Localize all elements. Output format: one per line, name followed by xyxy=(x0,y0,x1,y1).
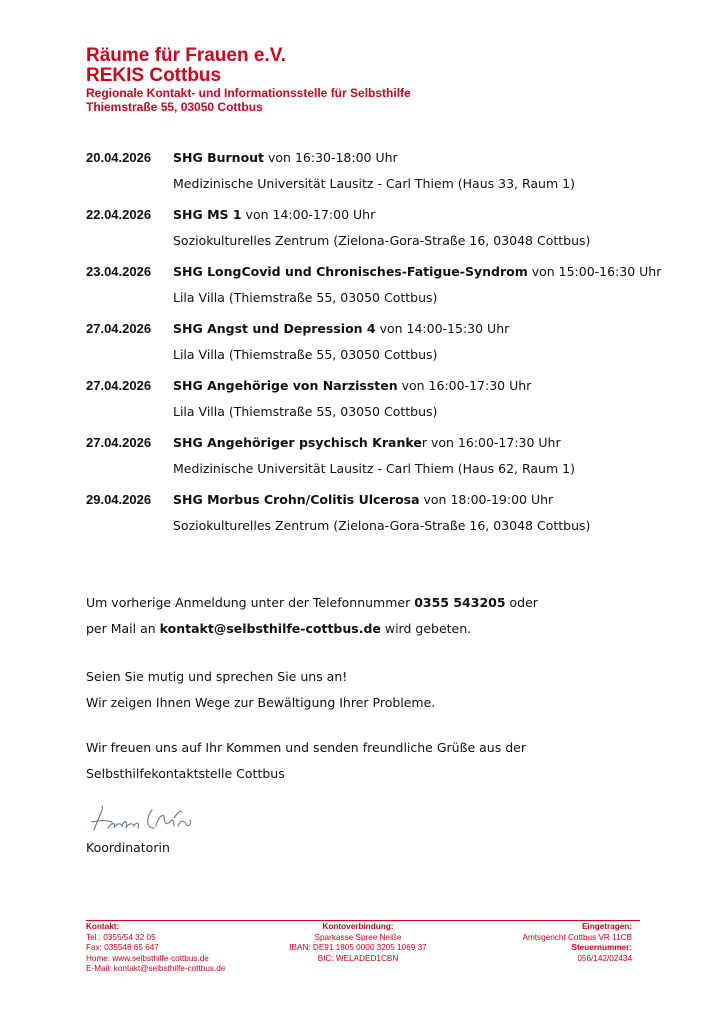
letterhead xyxy=(86,46,411,114)
footer-bank xyxy=(270,922,446,964)
event-time: von 16:30-18:00 Uhr xyxy=(264,150,398,165)
event-date: 29.04.2026 xyxy=(86,492,152,507)
signatory-role: Koordinatorin xyxy=(86,840,170,855)
event-name: SHG Morbus Crohn/Colitis Ulcerosa xyxy=(173,492,420,507)
footer-heading: Kontakt: xyxy=(86,922,120,931)
event-item xyxy=(86,148,646,205)
event-date: 22.04.2026 xyxy=(86,207,152,222)
event-location: Medizinische Universität Lausitz - Carl Thiem (Haus 33, Raum 1) xyxy=(173,176,575,191)
event-time: von 14:00-17:00 Uhr xyxy=(241,207,376,222)
footer-iban: IBAN: DE91 1805 0000 3205 1069 37 xyxy=(289,943,427,952)
footer-bic: BIC: WELADED1CBN xyxy=(317,953,399,963)
registration-text: Um vorherige Anmeldung unter der Telefonnummer xyxy=(86,595,415,610)
footer-phone: Tel.: 0355/54 32 05 xyxy=(86,932,156,942)
org-address: Thiemstraße 55, 03050 Cottbus xyxy=(86,100,263,114)
footer-tax-heading: Steuernummer: xyxy=(571,943,632,952)
event-list xyxy=(86,148,662,547)
phone-number: 0355 543205 xyxy=(414,595,506,610)
footer-contact xyxy=(86,922,225,975)
event-location: Lila Villa (Thiemstraße 55, 03050 Cottbus) xyxy=(173,404,438,419)
event-location: Soziokulturelles Zentrum (Zielona-Gora-Straße 16, 03048 Cottbus) xyxy=(173,518,591,533)
event-item xyxy=(86,490,646,547)
footer-homepage: Home: www.selbsthilfe-cottbus.de xyxy=(86,953,209,963)
event-date: 27.04.2026 xyxy=(86,378,152,393)
closing-line: Selbsthilfekontaktstelle Cottbus xyxy=(86,766,285,781)
closing-paragraph xyxy=(86,735,526,787)
event-time: von 14:00-15:30 Uhr xyxy=(375,321,510,336)
event-time: von 18:00-19:00 Uhr xyxy=(419,492,554,507)
event-name: SHG LongCovid und Chronisches-Fatigue-Syndrom xyxy=(173,264,528,279)
registration-text: wird gebeten. xyxy=(380,621,472,636)
footer-registry xyxy=(460,922,632,964)
event-time: von 16:00-17:30 Uhr xyxy=(397,378,532,393)
footer-email: E-Mail: kontakt@selbsthilfe-cottbus.de xyxy=(86,964,226,973)
org-subtitle: Regionale Kontakt- und Informationsstelle für Selbsthilfe xyxy=(86,86,411,100)
registration-text: oder xyxy=(505,595,538,610)
event-name: SHG Angehöriger psychisch Kranke xyxy=(173,435,422,450)
footer-court: Amtsgericht Cottbus VR 11CB xyxy=(522,932,632,942)
event-location: Lila Villa (Thiemstraße 55, 03050 Cottbus) xyxy=(173,347,438,362)
event-date: 27.04.2026 xyxy=(86,435,152,450)
event-location: Medizinische Universität Lausitz - Carl Thiem (Haus 62, Raum 1) xyxy=(173,461,575,476)
event-name: SHG MS 1 xyxy=(173,207,242,222)
footer-heading: Kontoverbindung: xyxy=(322,922,394,931)
closing-line: Wir freuen uns auf Ihr Kommen und senden freundliche Grüße aus der xyxy=(86,740,526,755)
event-item xyxy=(86,319,646,376)
event-item xyxy=(86,205,646,262)
event-item xyxy=(86,433,646,490)
event-location: Lila Villa (Thiemstraße 55, 03050 Cottbus) xyxy=(173,290,438,305)
footer-heading: Eingetragen: xyxy=(581,922,632,931)
event-location: Soziokulturelles Zentrum (Zielona-Gora-Straße 16, 03048 Cottbus) xyxy=(173,233,591,248)
encouragement-line: Seien Sie mutig und sprechen Sie uns an! xyxy=(86,669,348,684)
registration-text: per Mail an xyxy=(86,621,160,636)
footer-tax-number: 056/142/02434 xyxy=(577,953,632,963)
footer-fax: Fax: 035548 65 647 xyxy=(86,943,159,952)
event-time: r von 16:00-17:30 Uhr xyxy=(421,435,561,450)
handwritten-signature xyxy=(90,800,200,840)
event-date: 20.04.2026 xyxy=(86,150,152,165)
org-name: Räume für Frauen e.V. xyxy=(86,45,286,66)
event-name: SHG Angst und Depression 4 xyxy=(173,321,376,336)
registration-paragraph xyxy=(86,590,538,642)
footer-divider xyxy=(86,920,640,921)
rekis-name: REKIS Cottbus xyxy=(86,65,222,86)
encouragement-line: Wir zeigen Ihnen Wege zur Bewältigung Ihrer Probleme. xyxy=(86,695,436,710)
footer-bank-name: Sparkasse Spree Neiße xyxy=(314,932,402,942)
event-name: SHG Angehörige von Narzissten xyxy=(173,378,398,393)
event-time: von 15:00-16:30 Uhr xyxy=(527,264,662,279)
encouragement-paragraph xyxy=(86,664,435,716)
event-date: 27.04.2026 xyxy=(86,321,152,336)
event-name: SHG Burnout xyxy=(173,150,265,165)
event-date: 23.04.2026 xyxy=(86,264,152,279)
event-item xyxy=(86,376,646,433)
email-address: kontakt@selbsthilfe-cottbus.de xyxy=(159,621,381,636)
event-item xyxy=(86,262,662,319)
